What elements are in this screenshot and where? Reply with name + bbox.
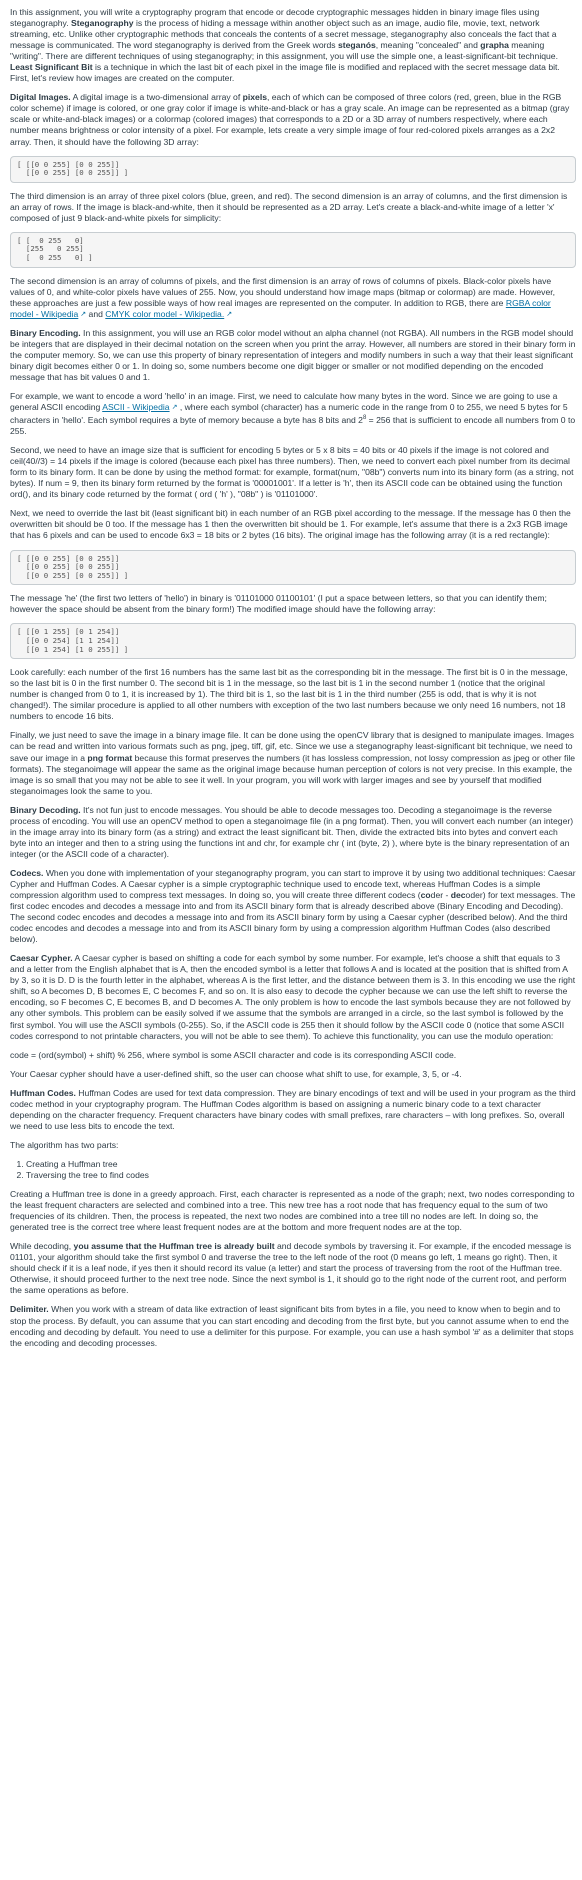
emphasis-tree-built: you assume that the Huffman tree is already built [73, 1241, 275, 1252]
external-link-icon: ↗ [80, 310, 87, 318]
override-bit-paragraph: Next, we need to override the last bit (least significant bit) in each number of an RGB pixel according to the message. If the message has 0 then the overwritten bit should be 0 too. If the message has 1 then the overwritten bit should be 1. For example, let's assume that there is a 2x3 RGB image that has 6 pixels and can be used to encode 6x3 = 18 bits or 2 bytes (16 bits). The original image has the following array (it is a red rectangle): [10, 508, 571, 541]
term-co: co [420, 890, 431, 901]
ascii-wikipedia-link[interactable]: ASCII - Wikipedia [102, 402, 170, 413]
text: A Caesar cypher is based on shifting a code for each symbol by some number. For example, let's choose a shift that equals to 3 and a letter from the English alphabet that is A, then the encoded symbol is a letter that follows A and is located at the position that is shifted from A by 3, so it is D. D is the fourth letter in the alphabet, whereas A is the first letter, and the distance between them is 3. In this encoding we use the right shift, so A becomes D, B becomes E, C becomes F, and so on. It is also easy to decode the cypher because we can use the left shift to reverse the encoding, so F becomes C, E becomes B, and D becomes A. The only problem is how to encode the last symbols because they are not followed by any other symbols. This problem can be easily solved if we assume that the symbols are arranged in a circle, so the last symbol is followed by the first symbol. You will use the ASCII symbols (0-255). So, if the ASCII code is 255 then it should follow by the ASCII code 0 (notice that some ASCII codes correspond to not printable characters, you will not be able to see them). To achieve this functionality, you can use the modulo operation: [10, 953, 576, 1041]
text: and decode symbols by traversing it. For example, if the encoded message is 01101, your algorithm should take the first symbol 0 and traverse the tree to the left node of the root (0 means go left, 1 means go right). Then, it should check if it is a leaf node, if yes then it should record its value (a letter) and start the process of traversing from the root of the Huffman tree. Otherwise, it should proceed further to the next tree node. Since the next symbol is 1, it should go to the right node of the current root, and perform the same operations as before. [10, 1241, 572, 1296]
codecs-paragraph [10, 868, 576, 945]
superscript: 8 [362, 415, 367, 422]
term-png-format: png format [87, 752, 133, 763]
section-heading-binary-decoding: Binary Decoding. [10, 804, 81, 815]
code-block-modified-2x3: [ [[0 1 255] [0 1 254]] [[0 0 254] [1 1 254]] [[0 1 254] [1 0 255]] ] [10, 623, 576, 659]
text: Huffman Codes are used for text data compression. They are binary encodings of text and will be used in your program as the third codec method in your cryptography program. The Huffman Codes algorithm is based on assigning a numeric binary code to a text character depending on the character frequency. Frequent characters have binary codes with small prefixes, rare characters – with long prefixes. So, overall we need to use less bits to encode the text. [10, 1087, 576, 1131]
creating-tree-paragraph: Creating a Huffman tree is done in a greedy approach. First, each character is represented as a node of the graph; next, two nodes corresponding to the least frequent characters are selected and combined into a tree. This new tree has a root node that has frequency equal to the sum of two frequencies of its children. Then, the process is repeated, the next two nodes are combined into a tree till no nodes are left. In doing so, the generated tree is the correct tree where least frequent nodes are at the bottom and more frequent nodes are at the top. [10, 1189, 575, 1233]
text: When you done with implementation of your steganography program, you can start to improve it by using two additional techniques: Caesar Cypher and Huffman Codes. A Caesar cypher is a simple cryptographic technique used to encode text, whereas Huffman Codes is a simple compression algorithm used to compress text messages. In doing so, you will create three different codecs ( [10, 867, 576, 901]
binary-decoding-paragraph [10, 805, 576, 860]
image-size-paragraph: Second, we need to have an image size that is sufficient for encoding 5 bytes or 5 x 8 bits = 40 bits or 40 pixels if the image is not colored and ceil(40//3) = 14 pixels if the image is colored (because each pixel has three numbers). Then, we need to convert each pixel number from its decimal form to its binary form. It can be done by using the method format: for example, format(num, "08b") converts num into its binary form (as a string, not bytes). If num = 9, then its binary form returned by the format is '00001001'. If a letter is 'h', then its ASCII code can be obtained using the function ord(), and its binary code returned by the format ( ord ( 'h' ), "08b" ) is '01101000'. [10, 445, 574, 500]
delimiter-paragraph [10, 1304, 576, 1348]
text: der - [430, 890, 451, 901]
save-png-paragraph [10, 730, 576, 796]
term-pixels: pixels [242, 92, 267, 103]
digital-images-paragraph [10, 92, 576, 147]
section-heading-codecs: Codecs. [10, 867, 44, 878]
cmyk-wikipedia-link[interactable]: CMYK color model - Wikipedia. [105, 308, 225, 319]
external-link-icon: ↗ [226, 310, 233, 318]
text: For example, we want to encode a word 'hello' in an image. First, we need to calculate how many bytes in the word. Since we are going to use a general ASCII encoding [10, 391, 558, 413]
hello-example-paragraph [10, 391, 576, 437]
code-block-original-2x3: [ [[0 0 255] [0 0 255]] [[0 0 255] [0 0 255]] [[0 0 255] [0 0 255]] ] [10, 550, 576, 586]
huffman-codes-paragraph [10, 1088, 576, 1132]
text: and [86, 308, 106, 319]
rgba-wikipedia-link[interactable]: RGBA color model - Wikipedia [10, 297, 551, 319]
section-heading-digital-images: Digital Images. [10, 92, 71, 103]
text: A digital image is a two-dimensional array of [70, 92, 243, 103]
intro-paragraph [10, 7, 576, 84]
term-dec: dec [450, 890, 466, 901]
text: The second dimension is an array of columns of pixels, and the first dimension is an array of rows of columns of pixels. Black-color pixels have values of 0, and white-color pixels have values of 255. Now, you should understand how image maps (bitmap or colormap) are made. However, these approaches are just a few possible ways of how real images are represented on the computer. In addition to RGB, there are [10, 275, 556, 308]
text: It's not fun just to encode messages. You should be able to decode messages too. Decoding a steganoimage is the reverse process of encoding. You will use an openCV method to open a steganoimage file (in a png format). Then, you will convert each number (an integer) in the image array into its binary form (as a string) and extract the least significant bit. Then, divide the extracted bits into bytes and convert each byte into an integer and then to a string using the functions int and chr, for example chr ( int (byte, 2) ), where byte is the binary representation of an integer (or the ASCII code of a character). [10, 804, 574, 859]
text: In this assignment, you will use an RGB color model without an alpha channel (not RGBA). All numbers in the RGB model should be integers that are displayed in their decimal notation on the screen when you print the array. However, all numbers are stored in their binary form in the computer memory. So, we can use this property of binary representation of integers and modify numbers in such a way that their least significant binary digit becomes either 0 or 1. In doing so, some numbers become one digit bigger or smaller or not modified depending on the encoded message that has bit values 0 and 1. [10, 327, 576, 383]
term-grapha: grapha [480, 40, 509, 51]
message-he-paragraph: The message 'he' (the first two letters of 'hello') in binary is '01101000 01100101' (I put a space between letters, so that you can identify them; however the space should be absent from the binary form!) The modified image should have the following array: [10, 593, 547, 615]
text: Finally, we just need to save the image in a binary image file. It can be done using the openCV library that is designed to manipulate images. Images can be read and written into various formats such as png, jpeg, tiff, gif, etc. Since we use a steganography least-significant bit technique, we need to save our image in a [10, 730, 575, 763]
code-block-red-2x2: [ [[0 0 255] [0 0 255]] [[0 0 255] [0 0 255]] ] [10, 156, 576, 183]
term-steganography: Steganography [71, 18, 134, 29]
text: , each of which can be composed of three colors (red, green, blue in the RGB color scheme) if image is colored, or one gray color if image is white-and-black or has a gray scale. An image can be represented as a bitmap (gray scale or white-and-black images) or a colormap (colored images) that corresponds to a 2D or a 3D array of numbers respectively, where each number means brightness or color intensity of a pixel. For example, lets create a very simple image of four red-colored pixels arranges as a 2x2 array. Then, it should have the following 3D array: [10, 92, 570, 147]
text: is the process of hiding a message within another object such as an image, audio file, movie, text, network streaming, etc. Unlike other cryptographic methods that conceals the contents of a secret message, steganography also conceals the fact that a message is communicated. The word steganography is derived from the Greek words [10, 18, 557, 51]
text: In this assignment, you will write a cryptography program that encode or decode cryptographic messages hidden in binary image files using steganography. [10, 7, 540, 29]
text: oder) for text messages. The first codec encodes and decodes a message into and from its ASCII binary form that is already described above (Binary Encoding and Decoding). The second codec encodes and decodes a message into and from its ASCII binary form by using a Caesar cypher (described below). And the third codec encodes and decodes a message into and from its ASCII binary form by using a compression algorithm Huffman Codes (also described below). [10, 890, 576, 945]
list-item: 1. Creating a Huffman tree [26, 1159, 576, 1170]
text: = 256 that is sufficient to encode all numbers from 0 to 255. [10, 415, 576, 437]
section-heading-caesar-cypher: Caesar Cypher. [10, 953, 73, 964]
text: While decoding, [10, 1241, 74, 1252]
algorithm-intro: The algorithm has two parts: [10, 1139, 119, 1150]
section-heading-binary-encoding: Binary Encoding. [10, 327, 81, 338]
term-steganos: steganós [338, 40, 376, 51]
text: , meaning "concealed" and [375, 40, 481, 51]
text: meaning "writing". There are different techniques of using steganography; in this assignment, you will use the simple one, a least-significant-bit technique. [10, 40, 558, 62]
external-link-icon: ↗ [171, 404, 178, 412]
second-dimension-paragraph [10, 276, 576, 320]
shift-note-paragraph: Your Caesar cypher should have a user-defined shift, so the user can choose what shift to use, for example, 3, 5, or -4. [10, 1068, 462, 1079]
caesar-cypher-paragraph [10, 953, 576, 1041]
binary-encoding-paragraph [10, 328, 576, 383]
look-carefully-paragraph: Look carefully: each number of the first 16 numbers has the same last bit as the corresponding bit in the message. The first bit is 0 in the message, so the last bit is 0 in the first number 0. The second bit is 1 in the message, so the last bit is 1 in the second number 1 (notice that the original number is changed from 0 to 1, it is increased by 1). The third bit is 1, so the last bit is 1 in the third number (255 is odd, that is why it is not changed!). The similar procedure is applied to all other numbers with exception of the two last numbers because we only need 16 numbers, not 18 numbers to encode 16 bits. [10, 667, 568, 722]
term-least-significant-bit: Least Significant Bit [10, 62, 93, 73]
list-item: 2. Traversing the tree to find codes [26, 1170, 576, 1181]
section-heading-delimiter: Delimiter. [10, 1304, 49, 1315]
text: When you work with a stream of data like extraction of least significant bits from bytes in a file, you need to know when to begin and to stop the process. By default, you can assume that you can start encoding and decoding from the first byte, but you cannot assume when to end the encoding and decoding by default. You need to use a delimiter for this purpose. For example, you can use a hash symbol '#' as a delimiter that stops the encoding and decoding processes. [10, 1304, 574, 1348]
algorithm-steps-list [10, 1159, 576, 1181]
section-heading-huffman-codes: Huffman Codes. [10, 1087, 76, 1098]
third-dimension-paragraph: The third dimension is an array of three pixel colors (blue, green, and red). The second dimension is an array of columns, and the first dimension is an array of rows. If the image is black-and-white, then it should be represented as a 2D array. Let's create a black-and-white image of a letter 'x' composed of just 9 black-and-white pixels for simplicity: [10, 190, 568, 223]
text: is a technique in which the last bit of each pixel in the image file is modified and replaced with the secret message data bit. First, let's review how images are created on the computer. [10, 62, 560, 84]
text: because this format preserves the numbers (it has lossless compression, not lossy compression as jpeg or other file formats). The steganoimage will appear the same as the original image because human perception of colors is not very precise. In this example, the image is so small that you may not be able to see it well. In your program, you will work with larger images and see by yourself that modified steganoimages look the same to you. [10, 752, 576, 796]
text: , where each symbol (character) has a numeric code in the range from 0 to 255, we need 5 bytes for 5 characters in 'hello'. Each symbol requires a byte of memory because a byte has 8 bits and 2 [10, 402, 568, 426]
code-block-letter-x: [ [ 0 255 0] [255 0 255] [ 0 255 0] ] [10, 232, 576, 268]
decoding-tree-paragraph [10, 1241, 576, 1296]
modulo-formula: code = (ord(symbol) + shift) % 256, where symbol is some ASCII character and code is its corresponding ASCII code. [10, 1049, 457, 1060]
